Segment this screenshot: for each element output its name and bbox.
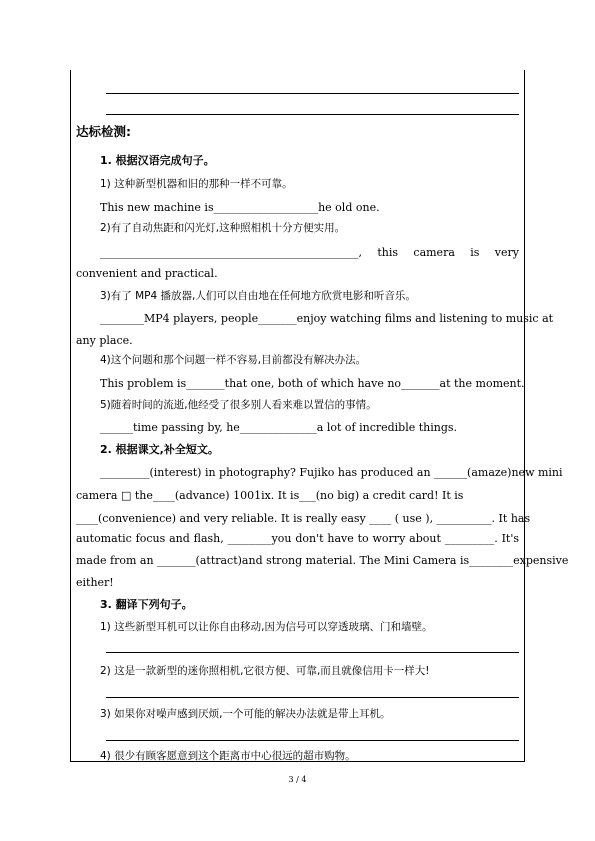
q4-english[interactable]: This problem is_______that one, both of which have no_______at the moment. bbox=[100, 377, 525, 390]
translate-q2: 2) 这是一款新型的迷你照相机,它很方便、可靠,而且就像信用卡一样大! bbox=[100, 665, 430, 677]
answer-line[interactable] bbox=[106, 93, 519, 94]
translate-q3: 3) 如果你对噪声感到厌烦,一个可能的解决办法就是带上耳机。 bbox=[100, 708, 391, 720]
q1-chinese: 1) 这种新型机器和旧的那种一样不可靠。 bbox=[100, 178, 293, 190]
q4-chinese: 4)这个问题和那个问题一样不容易,目前都没有解决办法。 bbox=[100, 354, 367, 366]
q2-english-cont: convenient and practical. bbox=[76, 267, 218, 280]
answer-line[interactable] bbox=[106, 740, 519, 741]
q2-chinese: 2)有了自动焦距和闪光灯,这种照相机十分方便实用。 bbox=[100, 222, 346, 234]
passage-line[interactable]: _________(interest) in photography? Fujiko has produced an ______(amaze)new mini bbox=[100, 466, 563, 479]
passage-line[interactable]: camera □ the____(advance) 1001ix. It is___(no big) a credit card! It is bbox=[76, 489, 464, 502]
translate-q1: 1) 这些新型耳机可以让你自由移动,因为信号可以穿透玻璃、门和墙壁。 bbox=[100, 621, 433, 633]
q5-english[interactable]: ______time passing by, he______________a lot of incredible things. bbox=[100, 421, 458, 434]
translate-q4: 4) 很少有顾客愿意到这个距离市中心很远的超市购物。 bbox=[100, 750, 356, 762]
passage-line[interactable]: made from an _______(attract)and strong material. The Mini Camera is________expensive bbox=[76, 554, 569, 567]
section-1-title: 1. 根据汉语完成句子。 bbox=[100, 154, 215, 167]
section-2-title: 2. 根据课文,补全短文。 bbox=[100, 443, 219, 456]
answer-line[interactable] bbox=[106, 697, 519, 698]
answer-line[interactable] bbox=[106, 652, 519, 653]
q1-english[interactable]: This new machine is___________________he old one. bbox=[100, 201, 380, 214]
passage-line[interactable]: automatic focus and flash, ________you don't have to worry about _________. It's bbox=[76, 532, 519, 545]
q3-english[interactable]: ________MP4 players, people_______enjoy watching films and listening to music at bbox=[100, 312, 554, 325]
section-3-title: 3. 翻译下列句子。 bbox=[100, 598, 193, 611]
answer-line[interactable] bbox=[106, 114, 519, 115]
q2-english[interactable]: _______________________________________________, this camera is very bbox=[100, 246, 519, 259]
page-number: 3 / 4 bbox=[288, 775, 307, 784]
passage-line[interactable]: ____(convenience) and very reliable. It is really easy ____ ( use ), __________. It has bbox=[76, 512, 531, 525]
q3-english-cont: any place. bbox=[76, 334, 133, 347]
passage-line: either! bbox=[76, 576, 114, 589]
q5-chinese: 5)随着时间的流逝,他经受了很多别人看来难以置信的事情。 bbox=[100, 399, 377, 411]
worksheet-frame bbox=[70, 70, 569, 762]
q3-chinese: 3)有了 MP4 播放器,人们可以自由地在任何地方欣赏电影和听音乐。 bbox=[100, 290, 416, 302]
section-heading: 达标检测: bbox=[76, 124, 131, 139]
